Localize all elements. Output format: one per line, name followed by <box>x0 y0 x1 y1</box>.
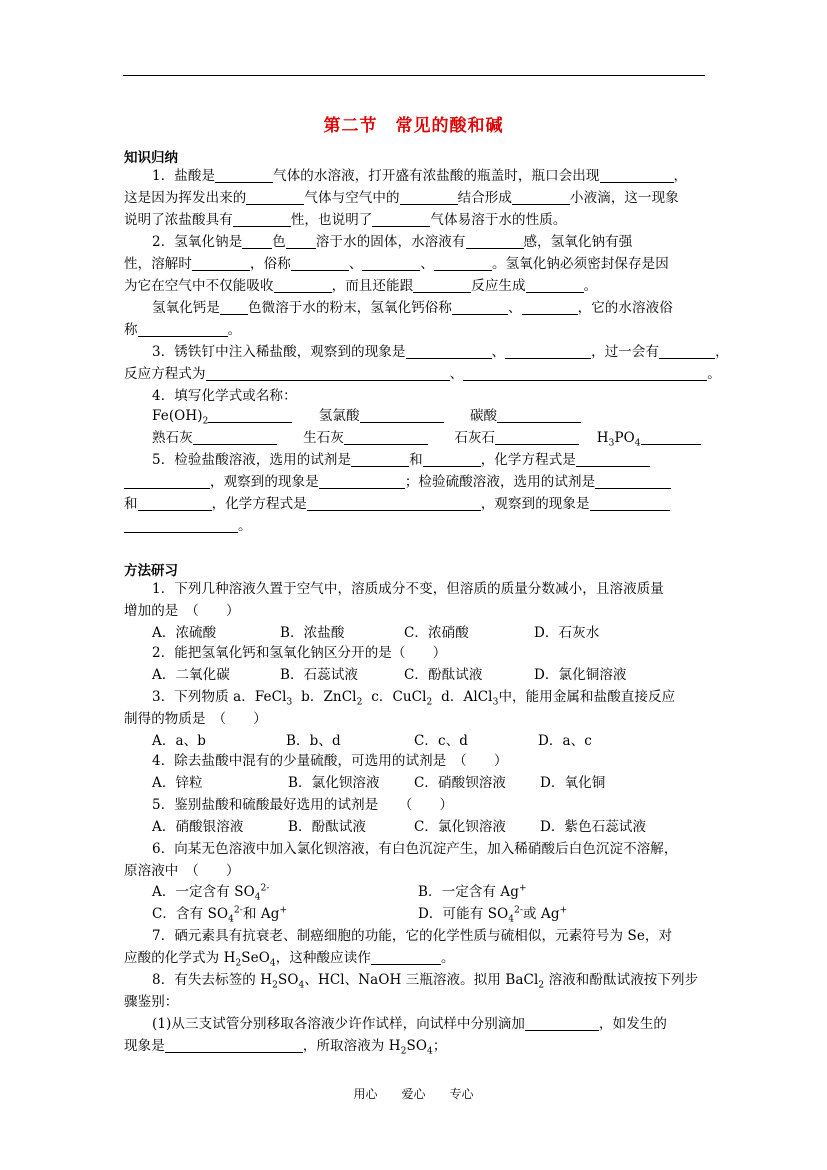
question-line: 6．向某无色溶液中加入氯化钡溶液，有白色沉淀产生，加入稀硝酸后白色沉淀不溶解， <box>152 841 678 857</box>
knowledge-line: 2．氢氧化钠是 色 溶于水的固体，水溶液有 感，氢氧化钠有强 <box>152 234 633 250</box>
knowledge-line: 1．盐酸是 气体的水溶液，打开盛有浓盐酸的瓶盖时，瓶口会出现 ， <box>152 168 688 184</box>
options-line: A．一定含有 $SO_4^{2-}$ B．一定含有 Ag+ <box>152 883 527 903</box>
knowledge-line: 这是因为挥发出来的 气体与空气中的 结合形成 小液滴，这一现象 <box>124 190 679 206</box>
question-line: 原溶液中 （ ） <box>124 863 240 879</box>
knowledge-line: 5．检验盐酸溶液，选用的试剂是 和 ，化学方程式是 <box>152 450 650 470</box>
knowledge-line: 4．填写化学式或名称： <box>152 388 297 404</box>
question-line: 8．有失去标签的 $H_2SO_4$、HCl、NaOH 三瓶溶液。拟用 BaCl$_2$ 溶液和酚酞试液按下列步 <box>152 972 699 991</box>
knowledge-line: 3．锈铁钉中注入稀盐酸，观察到的现象是 、 ，过一会有 ， <box>152 344 729 360</box>
page-title: 第二节 常见的酸和碱 <box>323 116 504 136</box>
question-line: 2．能把氢氧化钙和氢氧化钠区分开的是（ ） <box>152 645 447 661</box>
knowledge-line: 说明了浓盐酸具有 性，也说明了 气体易溶于水的性质。 <box>124 212 567 228</box>
options-line: A．硝酸银溶液 B．酚酞试液 C．氯化钡溶液 D．紫色石蕊试液 <box>152 819 647 835</box>
knowledge-line: 。 <box>124 516 252 536</box>
knowledge-line: 熟石灰 生石灰 石灰石 $H_3PO_4$ <box>152 428 701 448</box>
knowledge-line: 反应方程式为 、 。 <box>124 366 721 382</box>
options-line: A．二氧化碳 B．石蕊试液 C．酚酞试液 D．氯化铜溶液 <box>152 667 627 683</box>
options-line: C．含有 $SO_4^{2-}$和 Ag+ D．可能有 $SO_4^{2-}$或 Ag+ <box>152 905 568 925</box>
question-line: (1)从三支试管分别移取各溶液少许作试样，向试样中分别滴加 ，如发生的 <box>152 1016 668 1032</box>
page-footer: 用心 爱心 专心 <box>353 1087 474 1101</box>
options-line: A．锌粒 B．氯化钡溶液 C．硝酸钡溶液 D．氧化铜 <box>152 775 606 791</box>
question-line: 7．硒元素具有抗衰老、制癌细胞的功能，它的化学性质与硫相似，元素符号为 Se，对 <box>152 928 673 944</box>
options-line: A．浓硫酸 B．浓盐酸 C．浓硝酸 D．石灰水 <box>152 625 600 641</box>
question-line: 骤鉴别： <box>124 994 179 1010</box>
options-line: A．a、b B．b、d C．c、d D．a、c <box>152 733 592 749</box>
section-heading-knowledge: 知识归纳 <box>124 150 178 166</box>
question-line: 应酸的化学式为 $H_2SeO_4$，这种酸应读作 。 <box>124 950 455 969</box>
knowledge-line: 和 ，化学方程式是 ，观察到的现象是 <box>124 494 670 514</box>
knowledge-line: 性，溶解时 ，俗称 、 、 。氢氧化钠必须密封保存是因 <box>124 256 669 272</box>
question-line: 增加的是 （ ） <box>124 603 240 619</box>
knowledge-line: $Fe(OH)_2$ 氢氯酸 碳酸 <box>152 406 581 426</box>
knowledge-line: 氢氧化钙是 色微溶于水的粉末，氢氧化钙俗称 、 ，它的水溶液俗 <box>152 300 673 316</box>
question-line: 4．除去盐酸中混有的少量硫酸，可选用的试剂是 （ ） <box>152 753 508 769</box>
question-line: 现象是 ，所取溶液为 $H_2SO_4$； <box>124 1038 447 1057</box>
section-heading-method: 方法研习 <box>124 563 178 579</box>
question-line: 制得的物质是 （ ） <box>124 711 267 727</box>
question-line: 5．鉴别盐酸和硫酸最好选用的试剂是 （ ） <box>152 797 454 813</box>
knowledge-line: 为它在空气中不仅能吸收 ，而且还能跟 反应生成 。 <box>124 278 598 294</box>
header-rule <box>123 75 705 76</box>
knowledge-line: 称 。 <box>124 322 242 338</box>
knowledge-line: ，观察到的现象是 ；检验硫酸溶液，选用的试剂是 <box>124 472 671 492</box>
question-line: 3．下列物质 a．FeCl$_3$ b．ZnCl$_2$ c．CuCl$_2$ d．AlCl$_3$中，能用金属和盐酸直接反应 <box>152 689 676 708</box>
question-line: 1．下列几种溶液久置于空气中，溶质成分不变，但溶质的质量分数减小，且溶液质量 <box>152 581 664 597</box>
